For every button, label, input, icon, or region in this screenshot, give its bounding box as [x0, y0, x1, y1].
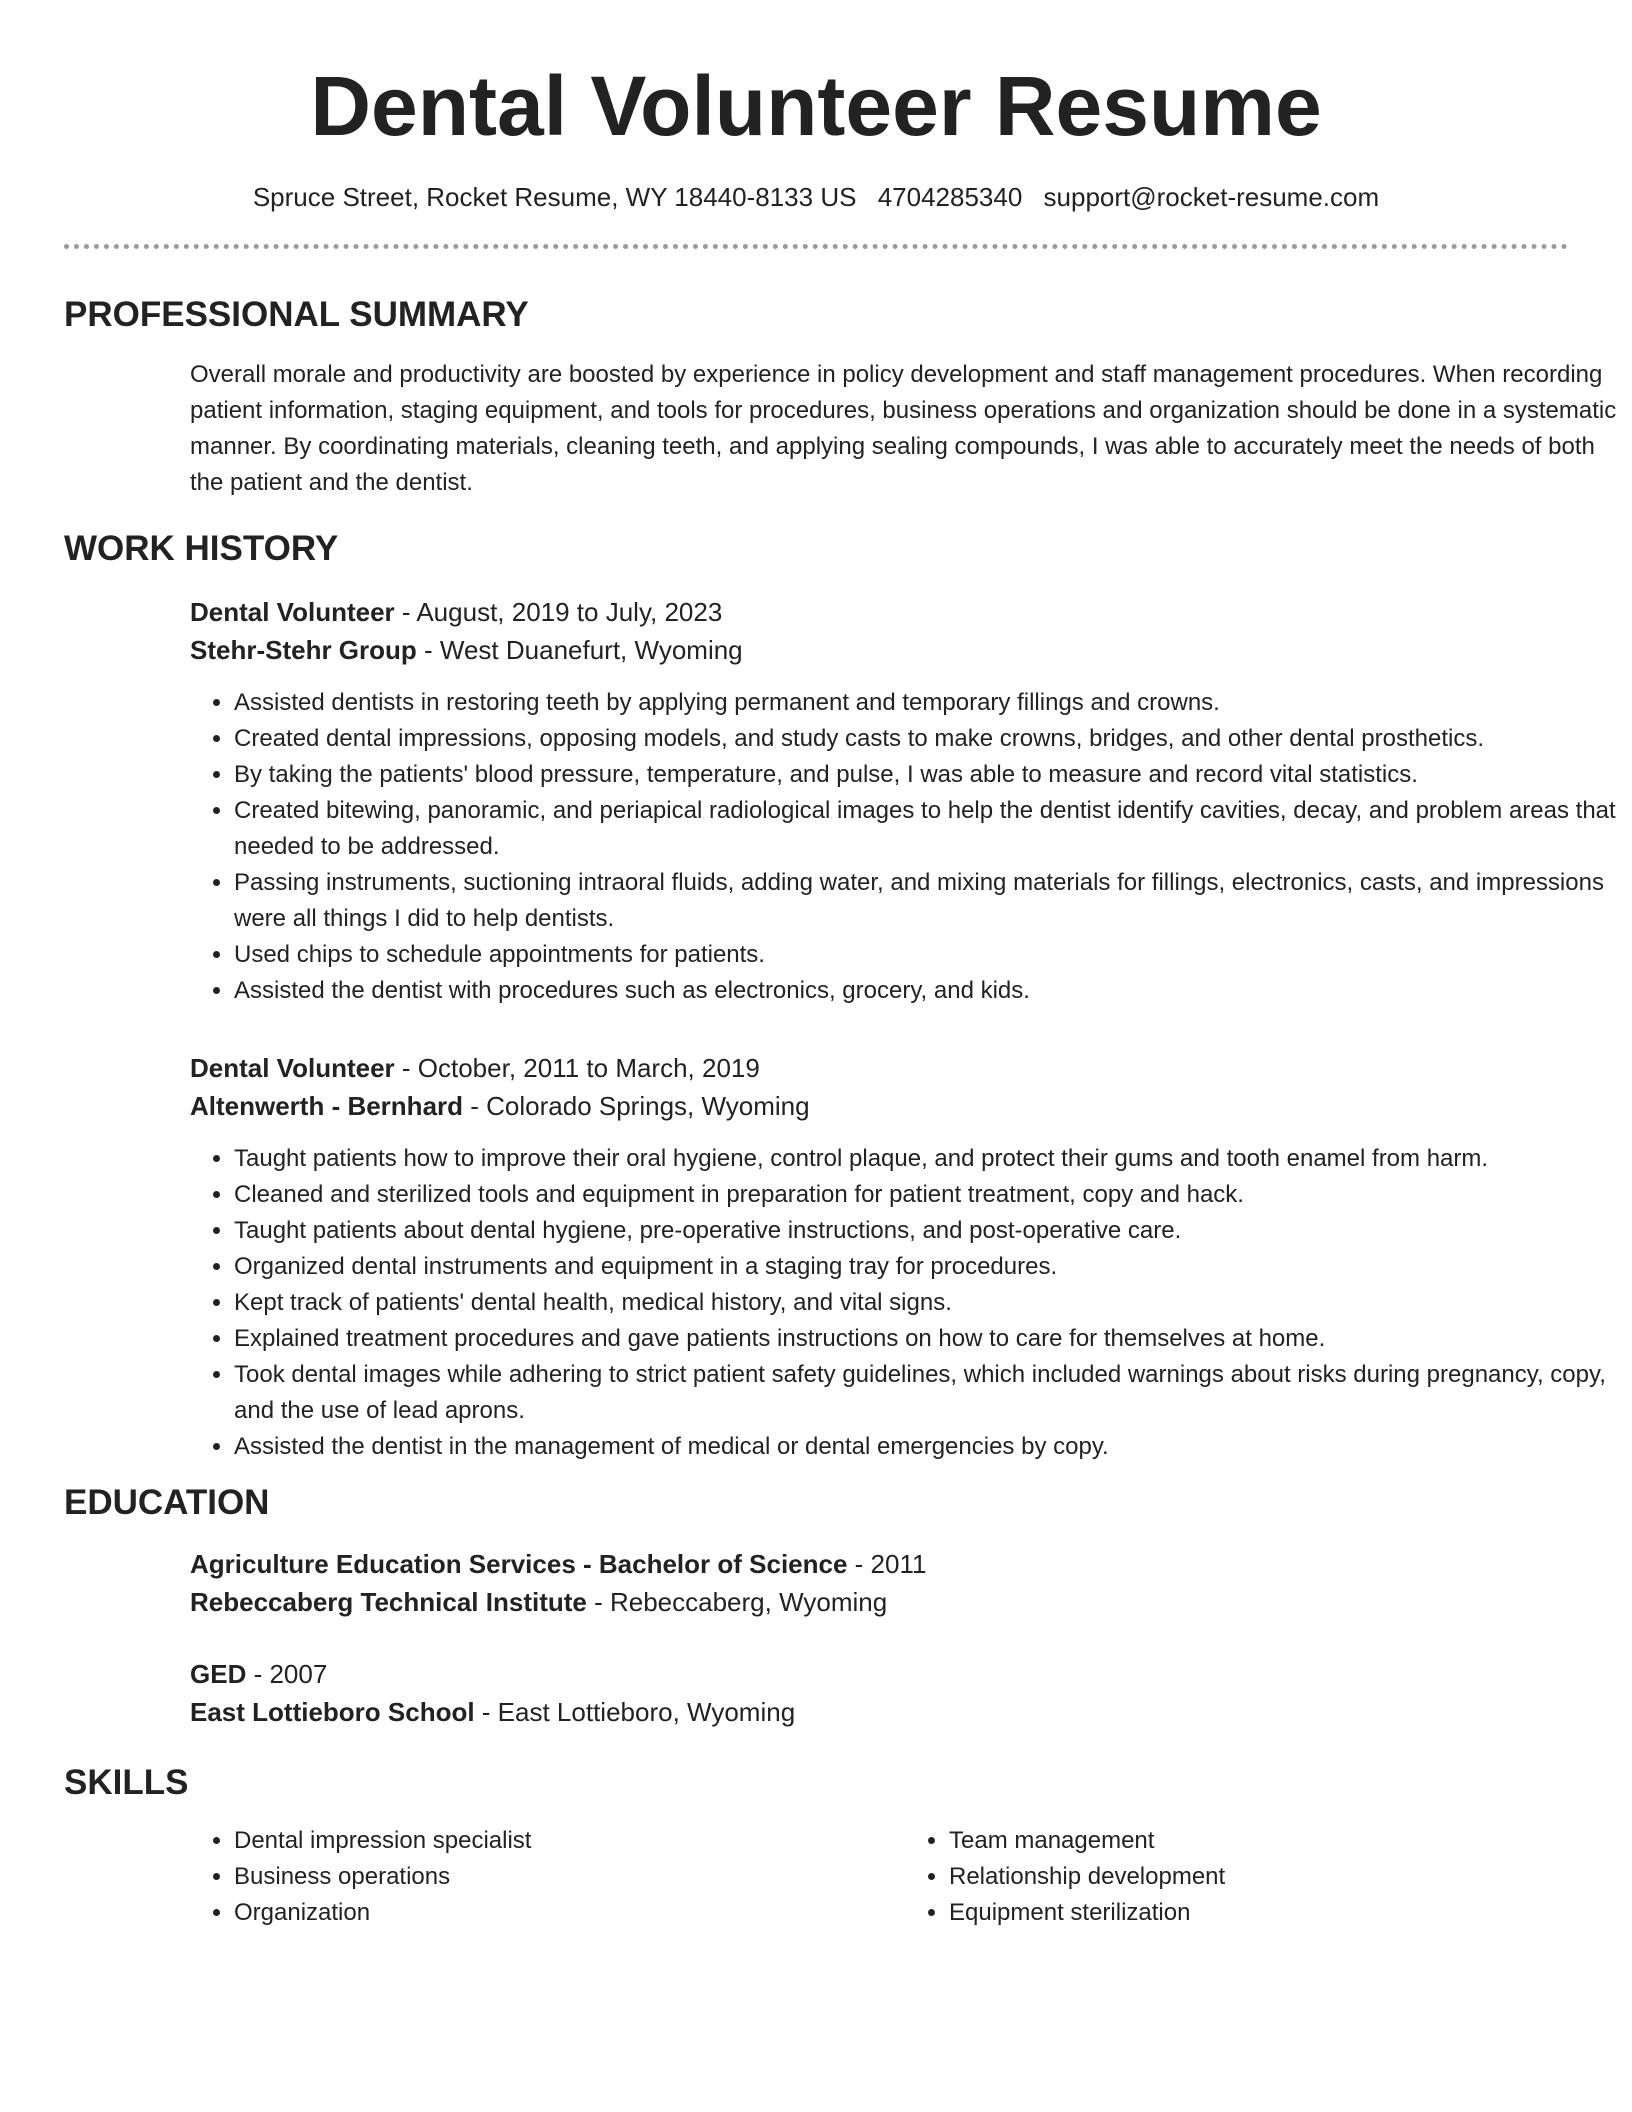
work-history-heading: WORK HISTORY [64, 529, 339, 568]
job-role: Dental Volunteer [190, 597, 395, 627]
list-item: • Created dental impressions, opposing models, and study casts to make crowns, bridges, and other dental prosthetics. [234, 721, 1624, 757]
contact-line [64, 180, 1568, 214]
list-item: • Passing instruments, suctioning intraoral fluids, adding water, and mixing materials for fillings, electronics, casts, and impressions were all things I did to help dentists. [234, 865, 1624, 937]
job-duties-list [190, 1141, 1624, 1465]
job-company-line [190, 631, 1568, 669]
job-duties-list [190, 685, 1624, 1009]
list-item: • Taught patients how to improve their oral hygiene, control plaque, and protect their gums and tooth enamel from harm. [234, 1141, 1624, 1177]
list-item: • Organization [234, 1895, 905, 1931]
list-item: • Team management [949, 1823, 1620, 1859]
list-item: • Assisted the dentist in the management of medical or dental emergencies by copy. [234, 1429, 1624, 1465]
education-degree: GED [190, 1659, 247, 1689]
education-school-line [190, 1693, 1568, 1731]
list-item: • Organized dental instruments and equipment in a staging tray for procedures. [234, 1249, 1624, 1285]
list-item: • Took dental images while adhering to strict patient safety guidelines, which included warnings about risks during pregnancy, copy, and the use of lead aprons. [234, 1357, 1624, 1429]
list-item: • Explained treatment procedures and gave patients instructions on how to care for themselves at home. [234, 1321, 1624, 1357]
job-location: - Colorado Springs, Wyoming [463, 1091, 810, 1121]
job-company: Stehr-Stehr Group [190, 635, 417, 665]
job-dates: - August, 2019 to July, 2023 [394, 597, 723, 627]
contact-address: Spruce Street, Rocket Resume, WY 18440-8133 US [252, 182, 857, 212]
contact-phone: 4704285340 [877, 182, 1023, 212]
resume-title: Dental Volunteer Resume [310, 59, 1322, 153]
education-location: - East Lottieboro, Wyoming [474, 1697, 796, 1727]
education-year: - 2011 [847, 1549, 927, 1579]
job-role-line [190, 593, 1568, 631]
education-degree-line [190, 1655, 1568, 1693]
list-item: • Assisted the dentist with procedures such as electronics, grocery, and kids. [234, 973, 1624, 1009]
job-dates: - October, 2011 to March, 2019 [394, 1053, 760, 1083]
education-year: - 2007 [246, 1659, 328, 1689]
education-entry [190, 1545, 1568, 1621]
education-degree-line [190, 1545, 1568, 1583]
job-role-line [190, 1049, 1568, 1087]
summary-heading: PROFESSIONAL SUMMARY [64, 295, 529, 334]
skills-heading: SKILLS [64, 1763, 189, 1802]
education-school-line [190, 1583, 1568, 1621]
job-entry [190, 593, 1616, 1009]
list-item: • Assisted dentists in restoring teeth by applying permanent and temporary fillings and crowns. [234, 685, 1624, 721]
job-company: Altenwerth - Bernhard [190, 1091, 464, 1121]
skills-list-right [905, 1823, 1620, 1931]
job-entry [190, 1049, 1606, 1465]
education-school: East Lottieboro School [190, 1697, 475, 1727]
job-location: - West Duanefurt, Wyoming [416, 635, 743, 665]
list-item: • Used chips to schedule appointments for patients. [234, 937, 1624, 973]
list-item: • Taught patients about dental hygiene, pre-operative instructions, and post-operative care. [234, 1213, 1624, 1249]
list-item: • Cleaned and sterilized tools and equipment in preparation for patient treatment, copy and hack. [234, 1177, 1624, 1213]
education-location: - Rebeccaberg, Wyoming [586, 1587, 888, 1617]
list-item: • By taking the patients' blood pressure, temperature, and pulse, I was able to measure and record vital statistics. [234, 757, 1624, 793]
education-heading: EDUCATION [64, 1483, 270, 1522]
list-item: • Kept track of patients' dental health, medical history, and vital signs. [234, 1285, 1624, 1321]
header-divider [64, 244, 1568, 249]
list-item: • Equipment sterilization [949, 1895, 1620, 1931]
summary-text: Overall morale and productivity are boosted by experience in policy development and staff management procedures. When recording patient information, staging equipment, and tools for procedures, business operations and organization should be done in a systematic manner. By coordinating materials, cleaning teeth, and applying sealing compounds, I was able to accurately meet the needs of both the patient and the dentist. [190, 361, 1617, 496]
contact-email: support@rocket-resume.com [1043, 182, 1380, 212]
skills-grid [190, 1823, 1620, 1931]
job-role: Dental Volunteer [190, 1053, 395, 1083]
job-company-line [190, 1087, 1568, 1125]
education-school: Rebeccaberg Technical Institute [190, 1587, 587, 1617]
education-degree: Agriculture Education Services - Bachelor of Science [190, 1549, 848, 1579]
list-item: • Business operations [234, 1859, 905, 1895]
skills-list-left [190, 1823, 905, 1931]
list-item: • Created bitewing, panoramic, and periapical radiological images to help the dentist identify cavities, decay, and problem areas that needed to be addressed. [234, 793, 1624, 865]
list-item: • Relationship development [949, 1859, 1620, 1895]
education-entry [190, 1655, 1568, 1731]
list-item: • Dental impression specialist [234, 1823, 905, 1859]
